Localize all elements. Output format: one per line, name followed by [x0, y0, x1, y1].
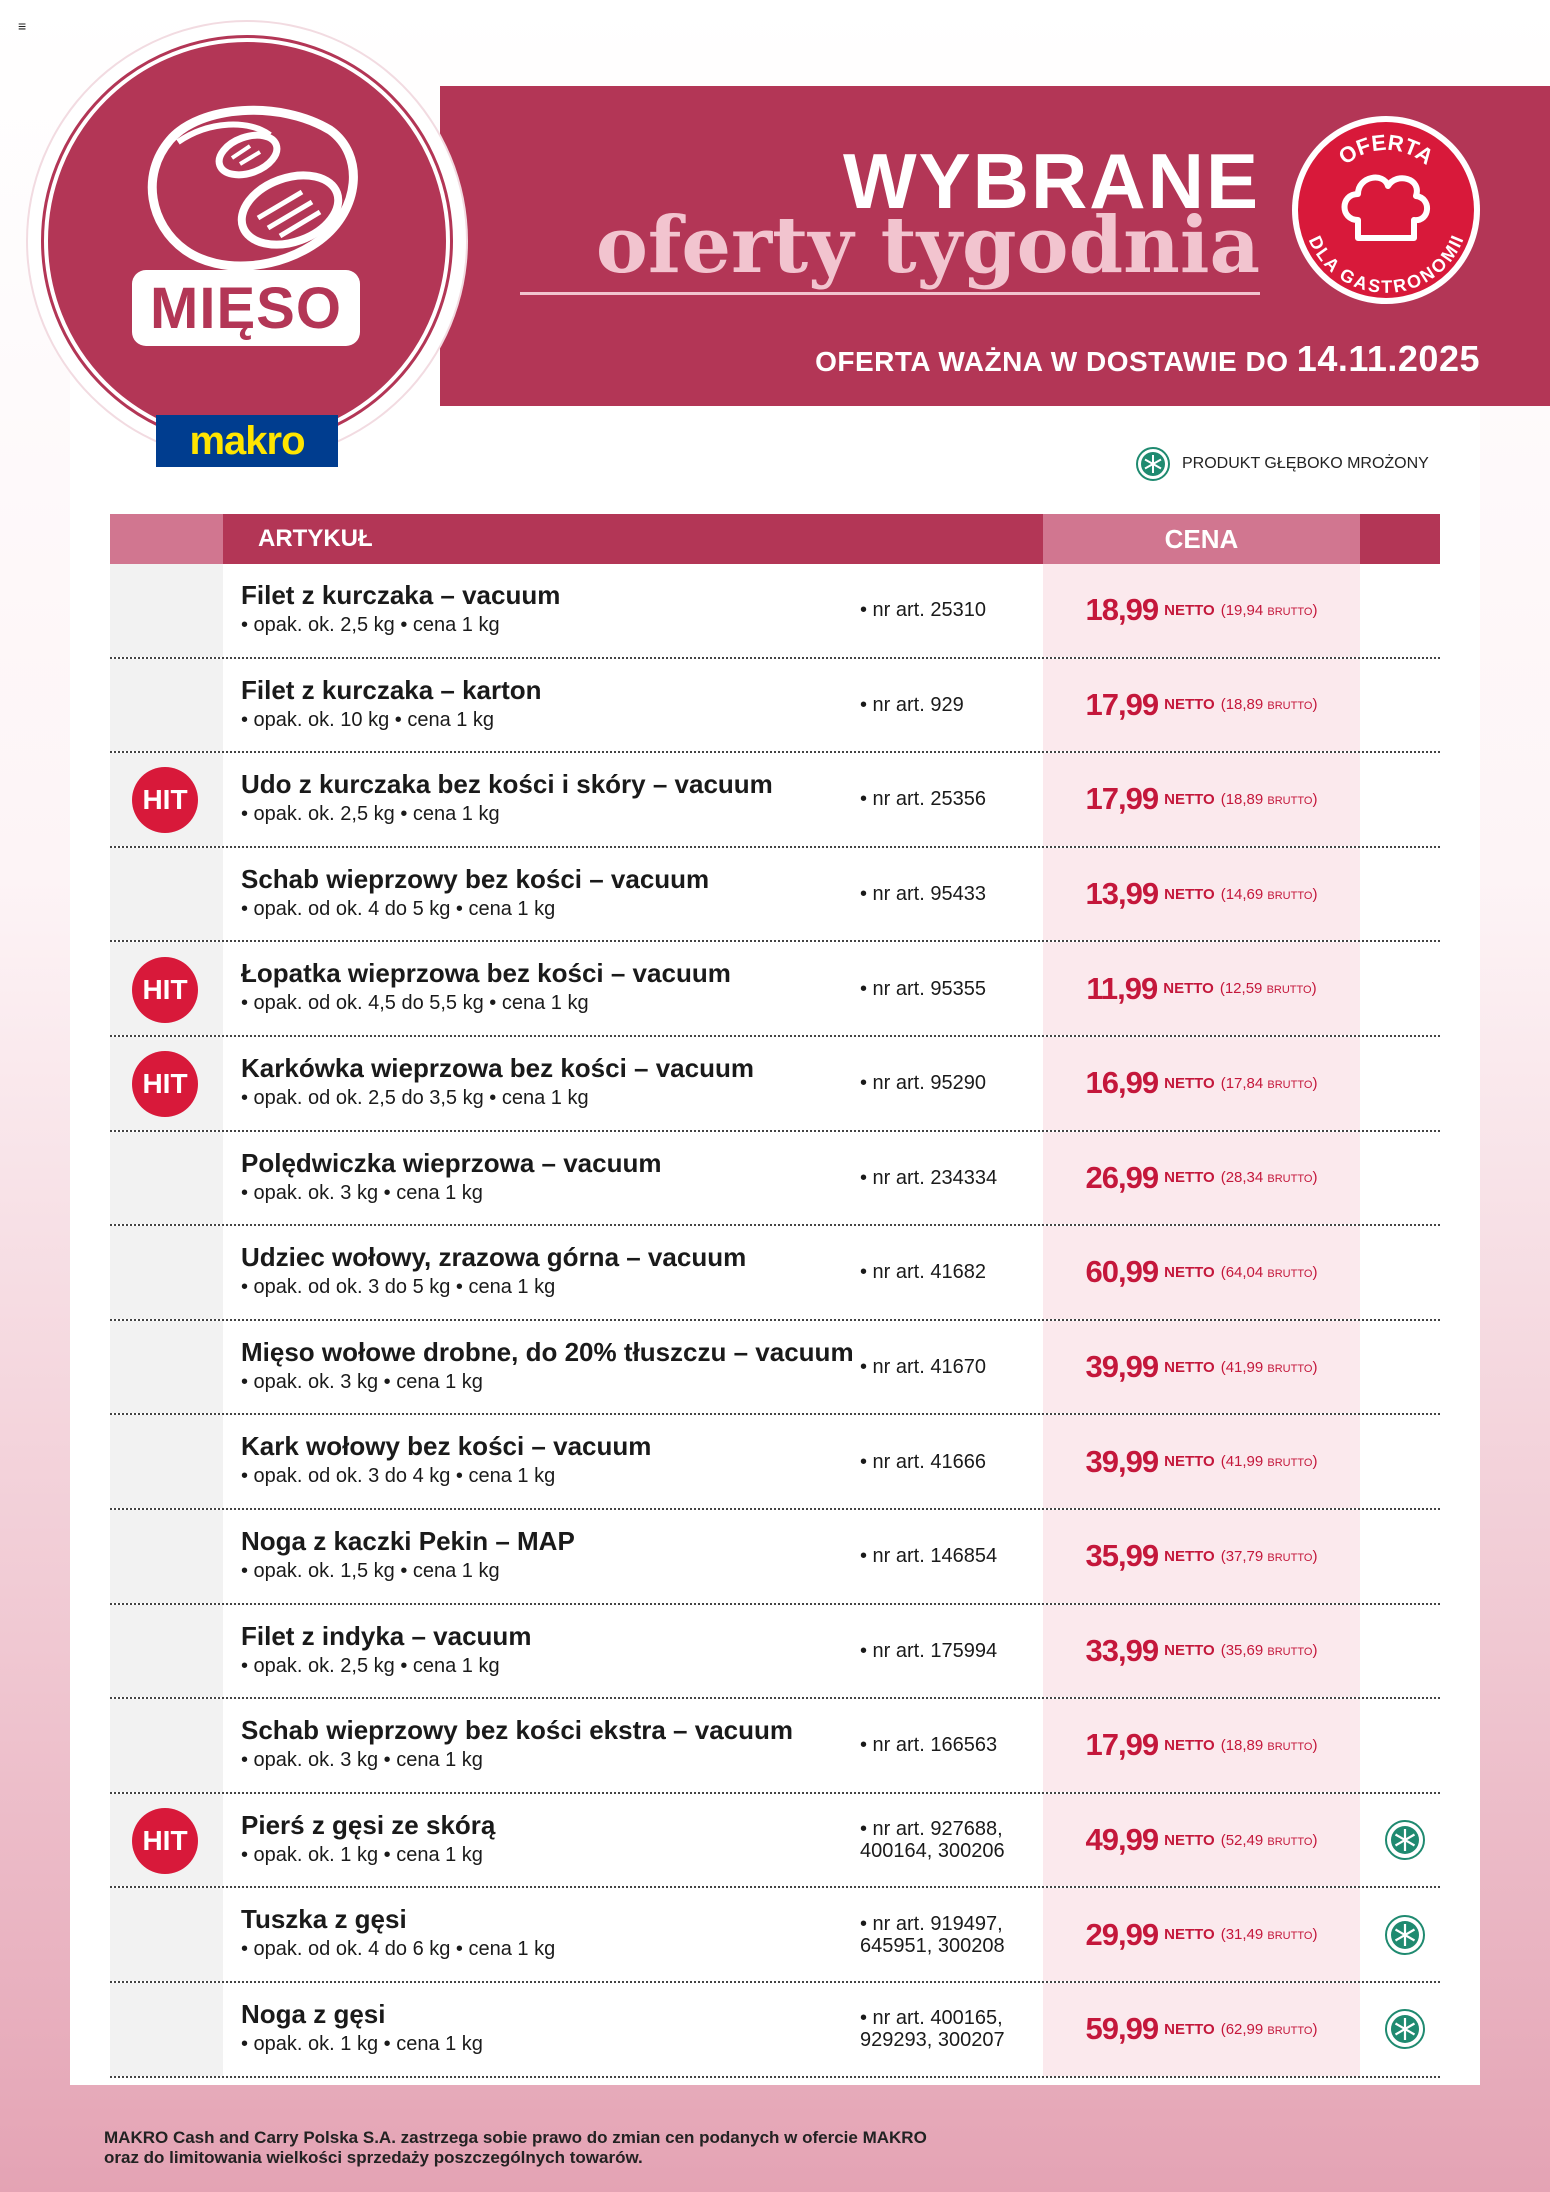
price-netto: 16,99: [1085, 1065, 1159, 1101]
price: [1043, 1983, 1360, 2076]
price: [1043, 1132, 1360, 1225]
article-number: [860, 753, 1040, 846]
price-brutto: (18,89 BRUTTO): [1220, 696, 1318, 714]
product-details: • opak. ok. 2,5 kg • cena 1 kg: [241, 614, 500, 636]
netto-label: NETTO: [1164, 1169, 1215, 1187]
netto-label: NETTO: [1164, 1453, 1215, 1471]
hit-cell: [110, 1699, 223, 1792]
netto-label: NETTO: [1164, 885, 1215, 903]
price-netto: 39,99: [1085, 1443, 1159, 1479]
price: [1043, 942, 1360, 1035]
hit-cell: [110, 564, 223, 657]
article-number-text: • nr art. 166563: [860, 1734, 998, 1757]
article-number: [860, 659, 1040, 752]
price-brutto: (28,34 BRUTTO): [1220, 1169, 1318, 1187]
price-brutto: (17,84 BRUTTO): [1220, 1074, 1318, 1092]
brutto-label: BRUTTO: [1267, 605, 1313, 618]
brutto-label: BRUTTO: [1267, 1551, 1313, 1564]
gastronomy-badge: [1288, 112, 1484, 308]
article-number: [860, 1888, 1040, 1981]
netto-label: NETTO: [1164, 2020, 1215, 2038]
product-details: • opak. od ok. 4,5 do 5,5 kg • cena 1 kg: [241, 992, 589, 1015]
price-brutto: (62,99 BRUTTO): [1220, 2020, 1318, 2038]
price-netto: 60,99: [1085, 1254, 1159, 1290]
article-number: [860, 564, 1040, 657]
price-brutto: (52,49 BRUTTO): [1220, 1831, 1318, 1849]
article-number-text: • nr art. 95433: [860, 883, 986, 906]
product-name: Noga z gęsi: [241, 1998, 386, 2029]
product-details: • opak. ok. 1 kg • cena 1 kg: [241, 2032, 483, 2055]
price-netto: 17,99: [1085, 686, 1159, 722]
price-brutto-value: 18,89: [1225, 1736, 1264, 1754]
product-name: Łopatka wieprzowa bez kości – vacuum: [241, 958, 731, 989]
footer-line2: oraz do limitowania wielkości sprzedaży poszczególnych towarów.: [104, 2148, 643, 2167]
price-brutto-value: 35,69: [1225, 1642, 1264, 1660]
price-brutto-value: 14,69: [1225, 885, 1264, 903]
price-brutto-value: 37,79: [1225, 1547, 1264, 1565]
price-brutto-value: 41,99: [1225, 1453, 1264, 1471]
article-number: [860, 1510, 1040, 1603]
product-name: Schab wieprzowy bez kości – vacuum: [241, 863, 710, 894]
price-netto: 17,99: [1085, 781, 1159, 817]
hit-cell: [110, 1132, 223, 1225]
article-number-text: • nr art. 919497, 645951, 300208: [860, 1912, 1005, 1957]
netto-label: NETTO: [1164, 1926, 1215, 1944]
category-label: MIĘSO: [132, 270, 360, 346]
netto-label: NETTO: [1164, 1642, 1215, 1660]
price-brutto: (35,69 BRUTTO): [1220, 1642, 1318, 1660]
product-details: • opak. od ok. 4 do 6 kg • cena 1 kg: [241, 1938, 556, 1961]
price: [1043, 848, 1360, 941]
header-price: CENA: [1043, 514, 1360, 564]
price-brutto-value: 31,49: [1225, 1926, 1264, 1944]
article-number-text: • nr art. 95355: [860, 977, 986, 1000]
brutto-label: BRUTTO: [1267, 1173, 1313, 1186]
price-brutto-value: 62,99: [1225, 2020, 1264, 2038]
product-details: • opak. od ok. 2,5 do 3,5 kg • cena 1 kg: [241, 1086, 589, 1109]
table-row: [110, 1226, 1440, 1321]
article-number-text: • nr art. 95290: [860, 1072, 986, 1095]
table-row: [110, 1132, 1440, 1227]
article-number: [860, 1132, 1040, 1225]
price-netto: 35,99: [1085, 1538, 1159, 1574]
price-netto: 59,99: [1085, 2011, 1159, 2047]
product-name: Karkówka wieprzowa bez kości – vacuum: [241, 1052, 754, 1083]
price-brutto-value: 19,94: [1225, 601, 1264, 619]
netto-label: NETTO: [1164, 696, 1215, 714]
hit-badge: HIT: [132, 957, 198, 1023]
article-number: [860, 1699, 1040, 1792]
price-brutto: (18,89 BRUTTO): [1220, 1736, 1318, 1754]
product-details: • opak. ok. 1,5 kg • cena 1 kg: [241, 1559, 500, 1582]
validity-date: 14.11.2025: [1296, 338, 1480, 379]
price-netto: 33,99: [1085, 1632, 1159, 1668]
product-details: • opak. ok. 10 kg • cena 1 kg: [241, 708, 495, 731]
product-details: • opak. ok. 1 kg • cena 1 kg: [241, 1843, 483, 1866]
netto-label: NETTO: [1164, 1358, 1215, 1376]
brutto-label: BRUTTO: [1267, 1740, 1313, 1753]
article-number-text: • nr art. 146854: [860, 1545, 998, 1568]
product-details: • opak. ok. 3 kg • cena 1 kg: [241, 1749, 483, 1772]
article-number-text: • nr art. 927688, 400164, 300206: [860, 1818, 1005, 1863]
price-brutto: (37,79 BRUTTO): [1220, 1547, 1318, 1565]
table-row: [110, 942, 1440, 1037]
product-name: Filet z kurczaka – karton: [241, 674, 542, 705]
menu-icon[interactable]: ≡: [18, 18, 27, 34]
price-brutto-value: 17,84: [1225, 1074, 1264, 1092]
hit-cell: [110, 848, 223, 941]
makro-logo: makro: [156, 415, 338, 467]
frozen-legend-label: PRODUKT GŁĘBOKO MROŻONY: [1182, 455, 1429, 472]
hit-cell: [110, 1415, 223, 1508]
price-brutto: (18,89 BRUTTO): [1220, 790, 1318, 808]
price-netto: 29,99: [1085, 1916, 1159, 1952]
price-brutto-value: 41,99: [1225, 1358, 1264, 1376]
price-brutto: (12,59 BRUTTO): [1219, 980, 1317, 998]
article-number-text: • nr art. 41682: [860, 1261, 986, 1284]
brutto-label: BRUTTO: [1267, 1267, 1313, 1280]
article-number: [860, 1605, 1040, 1698]
price: [1043, 753, 1360, 846]
article-number-text: • nr art. 175994: [860, 1639, 998, 1662]
product-details: • opak. od ok. 3 do 5 kg • cena 1 kg: [241, 1276, 556, 1299]
article-number-text: • nr art. 929: [860, 693, 964, 716]
product-details: • opak. ok. 3 kg • cena 1 kg: [241, 1181, 483, 1204]
title-line1: WYBRANE: [843, 137, 1260, 225]
snowflake-icon: [1385, 1820, 1425, 1860]
hit-cell: [110, 1321, 223, 1414]
price-brutto-value: 64,04: [1225, 1263, 1264, 1281]
article-number: [860, 1226, 1040, 1319]
article-number: [860, 942, 1040, 1035]
header-hit-column: [110, 514, 223, 564]
snowflake-icon: [1385, 2009, 1425, 2049]
table-row: [110, 1888, 1440, 1983]
badge-top-text: OFERTA: [1333, 129, 1439, 170]
table-body: [110, 564, 1440, 2078]
price-netto: 17,99: [1085, 1727, 1159, 1763]
price: [1043, 1888, 1360, 1981]
table-row: [110, 1699, 1440, 1794]
netto-label: NETTO: [1164, 1547, 1215, 1565]
validity-text: [740, 338, 1480, 380]
table-header: [110, 514, 1440, 564]
article-number: [860, 1794, 1040, 1887]
article-number-text: • nr art. 41670: [860, 1356, 986, 1379]
table-row: [110, 1415, 1440, 1510]
product-details: • opak. ok. 2,5 kg • cena 1 kg: [241, 1654, 500, 1677]
hit-cell: [110, 1226, 223, 1319]
footer-disclaimer: [104, 2128, 927, 2168]
netto-label: NETTO: [1164, 1736, 1215, 1754]
price-brutto: (64,04 BRUTTO): [1220, 1263, 1318, 1281]
hit-cell: [110, 659, 223, 752]
table-row: [110, 1037, 1440, 1132]
table-row: [110, 1321, 1440, 1416]
header-article: ARTYKUŁ: [258, 525, 373, 552]
price: [1043, 1321, 1360, 1414]
netto-label: NETTO: [1164, 1263, 1215, 1281]
offer-table: [110, 514, 1440, 2078]
product-name: Pierś z gęsi ze skórą: [241, 1809, 496, 1840]
product-details: • opak. ok. 2,5 kg • cena 1 kg: [241, 803, 500, 826]
price: [1043, 1415, 1360, 1508]
steak-icon: [130, 100, 360, 280]
hit-cell: [110, 1888, 223, 1981]
article-number: [860, 1321, 1040, 1414]
product-name: Polędwiczka wieprzowa – vacuum: [241, 1147, 662, 1178]
table-row: [110, 848, 1440, 943]
article-number: [860, 1037, 1040, 1130]
brutto-label: BRUTTO: [1267, 889, 1313, 902]
brutto-label: BRUTTO: [1267, 700, 1313, 713]
price-brutto: (31,49 BRUTTO): [1220, 1926, 1318, 1944]
brutto-label: BRUTTO: [1267, 1835, 1313, 1848]
hit-cell: [110, 1605, 223, 1698]
price: [1043, 1226, 1360, 1319]
title-line2: oferty tygodnia: [520, 200, 1260, 295]
article-number-text: • nr art. 234334: [860, 1166, 998, 1189]
brutto-label: BRUTTO: [1267, 794, 1313, 807]
product-name: Noga z kaczki Pekin – MAP: [241, 1525, 575, 1556]
badge-bottom-text: DLA GASTRONOMII: [1304, 232, 1468, 297]
price-netto: 49,99: [1085, 1822, 1159, 1858]
price: [1043, 564, 1360, 657]
product-name: Tuszka z gęsi: [241, 1904, 407, 1935]
article-number: [860, 1415, 1040, 1508]
table-row: [110, 564, 1440, 659]
product-details: • opak. od ok. 4 do 5 kg • cena 1 kg: [241, 897, 556, 920]
brutto-label: BRUTTO: [1267, 1930, 1313, 1943]
brutto-label: BRUTTO: [1267, 1457, 1313, 1470]
table-row: [110, 1983, 1440, 2078]
article-number-text: • nr art. 400165, 929293, 300207: [860, 2007, 1005, 2052]
hit-badge: HIT: [132, 767, 198, 833]
brutto-label: BRUTTO: [1267, 1078, 1313, 1091]
article-number: [860, 848, 1040, 941]
price: [1043, 1510, 1360, 1603]
netto-label: NETTO: [1164, 790, 1215, 808]
table-row: [110, 659, 1440, 754]
snowflake-icon: [1136, 447, 1170, 481]
price: [1043, 1605, 1360, 1698]
header-frozen-column: [1360, 514, 1440, 564]
price: [1043, 1794, 1360, 1887]
product-name: Kark wołowy bez kości – vacuum: [241, 1431, 652, 1462]
product-name: Udziec wołowy, zrazowa górna – vacuum: [241, 1242, 747, 1273]
product-name: Filet z kurczaka – vacuum: [241, 580, 561, 610]
table-row: [110, 1605, 1440, 1700]
price-brutto-value: 18,89: [1225, 696, 1264, 714]
frozen-legend: [1136, 446, 1429, 482]
price-brutto: (41,99 BRUTTO): [1220, 1453, 1318, 1471]
hit-cell: [110, 1983, 223, 2076]
article-number-text: • nr art. 41666: [860, 1450, 986, 1473]
brutto-label: BRUTTO: [1267, 2024, 1313, 2037]
price: [1043, 659, 1360, 752]
brutto-label: BRUTTO: [1267, 1362, 1313, 1375]
price-netto: 13,99: [1085, 876, 1159, 912]
hit-cell: [110, 1510, 223, 1603]
netto-label: NETTO: [1164, 601, 1215, 619]
price-netto: 26,99: [1085, 1159, 1159, 1195]
table-row: [110, 1510, 1440, 1605]
price-brutto-value: 18,89: [1225, 790, 1264, 808]
article-number-text: • nr art. 25356: [860, 788, 986, 811]
product-details: • opak. od ok. 3 do 4 kg • cena 1 kg: [241, 1465, 556, 1488]
validity-label: OFERTA WAŻNA W DOSTAWIE DO: [815, 346, 1289, 377]
snowflake-icon: [1385, 1915, 1425, 1955]
price-brutto-value: 52,49: [1225, 1831, 1264, 1849]
price: [1043, 1699, 1360, 1792]
netto-label: NETTO: [1164, 1831, 1215, 1849]
price: [1043, 1037, 1360, 1130]
hit-badge: HIT: [132, 1808, 198, 1874]
price-brutto: (41,99 BRUTTO): [1220, 1358, 1318, 1376]
article-number-text: • nr art. 25310: [860, 599, 986, 622]
price-netto: 39,99: [1085, 1349, 1159, 1385]
brutto-label: BRUTTO: [1267, 1646, 1313, 1659]
hit-badge: HIT: [132, 1051, 198, 1117]
product-name: Mięso wołowe drobne, do 20% tłuszczu – vacuum: [241, 1336, 854, 1367]
brutto-label: BRUTTO: [1266, 984, 1312, 997]
price-netto: 18,99: [1085, 592, 1159, 628]
netto-label: NETTO: [1164, 1074, 1215, 1092]
netto-label: NETTO: [1163, 980, 1214, 998]
table-row: [110, 753, 1440, 848]
price-brutto-value: 12,59: [1224, 980, 1263, 998]
product-details: • opak. ok. 3 kg • cena 1 kg: [241, 1370, 483, 1393]
product-name: Schab wieprzowy bez kości ekstra – vacuum: [241, 1715, 794, 1746]
price-brutto-value: 28,34: [1225, 1169, 1264, 1187]
product-name: Udo z kurczaka bez kości i skóry – vacuum: [241, 769, 773, 800]
product-name: Filet z indyka – vacuum: [241, 1620, 532, 1651]
price-brutto: (14,69 BRUTTO): [1220, 885, 1318, 903]
table-row: [110, 1794, 1440, 1889]
price-brutto: (19,94 BRUTTO): [1220, 601, 1318, 619]
price-netto: 11,99: [1086, 970, 1158, 1006]
article-number: [860, 1983, 1040, 2076]
footer-line1: MAKRO Cash and Carry Polska S.A. zastrzega sobie prawo do zmian cen podanych w ofercie MAKRO: [104, 2128, 927, 2147]
